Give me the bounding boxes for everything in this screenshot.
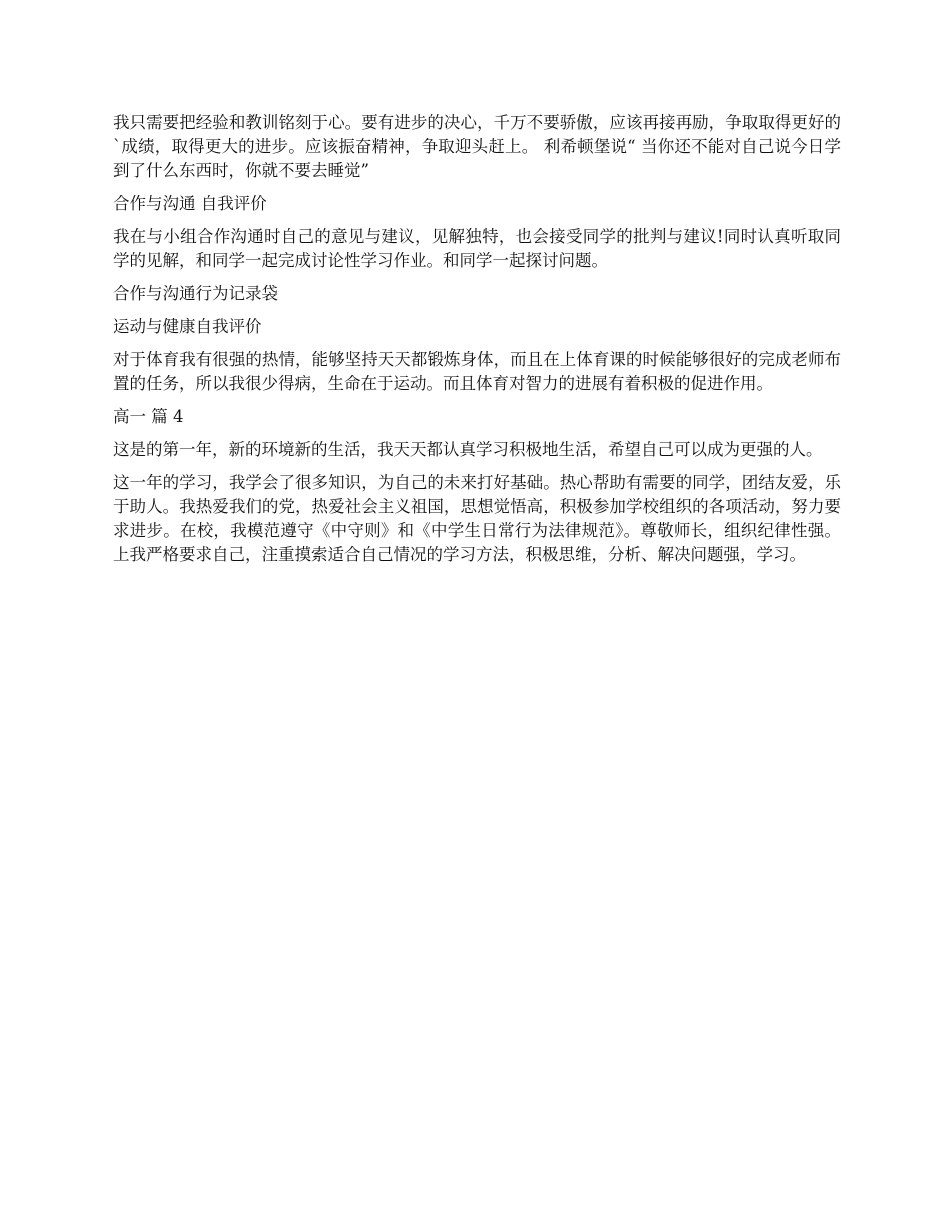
heading-cooperation-self-evaluation: 合作与沟通 自我评价: [113, 194, 267, 213]
paragraph-year-summary: 这一年的学习，我学会了很多知识，为自己的未来打好基础。热心帮助有需要的同学，团结友爱，乐于助人。我热爱我们的党，热爱社会主义祖国，思想觉悟高，积极参加学校组织的各项活动，努力要求进步。在校，我模范遵守《中守则》和《中学生日常行为法律规范》。尊敬师长，组织纪律性强。上我严格要求自己，注重摸索适合自己情况的学习方法，积极思维，分析、解决问题强，学习。: [113, 473, 841, 564]
paragraph-cooperation: 我在与小组合作沟通时自己的意见与建议，见解独特，也会接受同学的批判与建议!同时认真听取同学的见解，和同学一起完成讨论性学习作业。和同学一起探讨问题。: [113, 227, 841, 270]
paragraph-first-year: 这是的第一年，新的环境新的生活，我天天都认真学习积极地生活，希望自己可以成为更强的人。: [113, 440, 823, 459]
heading-section-4: 高一 篇 4: [113, 407, 184, 426]
paragraph-sports: 对于体育我有很强的热情，能够坚持天天都锻炼身体，而且在上体育课的时候能够很好的完成老师布置的任务，所以我很少得病，生命在于运动。而且体育对智力的进展有着积极的促进作用。: [113, 350, 841, 393]
paragraph-lessons: 我只需要把经验和教训铭刻于心。要有进步的决心，千万不要骄傲，应该再接再励，争取取得更好的`成绩，取得更大的进步。应该振奋精神，争取迎头赶上。 利希顿堡说“ 当你还不能对自己说今日学到了什么东西时，你就不要去睡觉”: [113, 113, 841, 180]
document-page: [113, 111, 841, 576]
heading-cooperation-record: 合作与沟通行为记录袋: [113, 284, 278, 303]
heading-sports-health-self-evaluation: 运动与健康自我评价: [113, 317, 262, 336]
